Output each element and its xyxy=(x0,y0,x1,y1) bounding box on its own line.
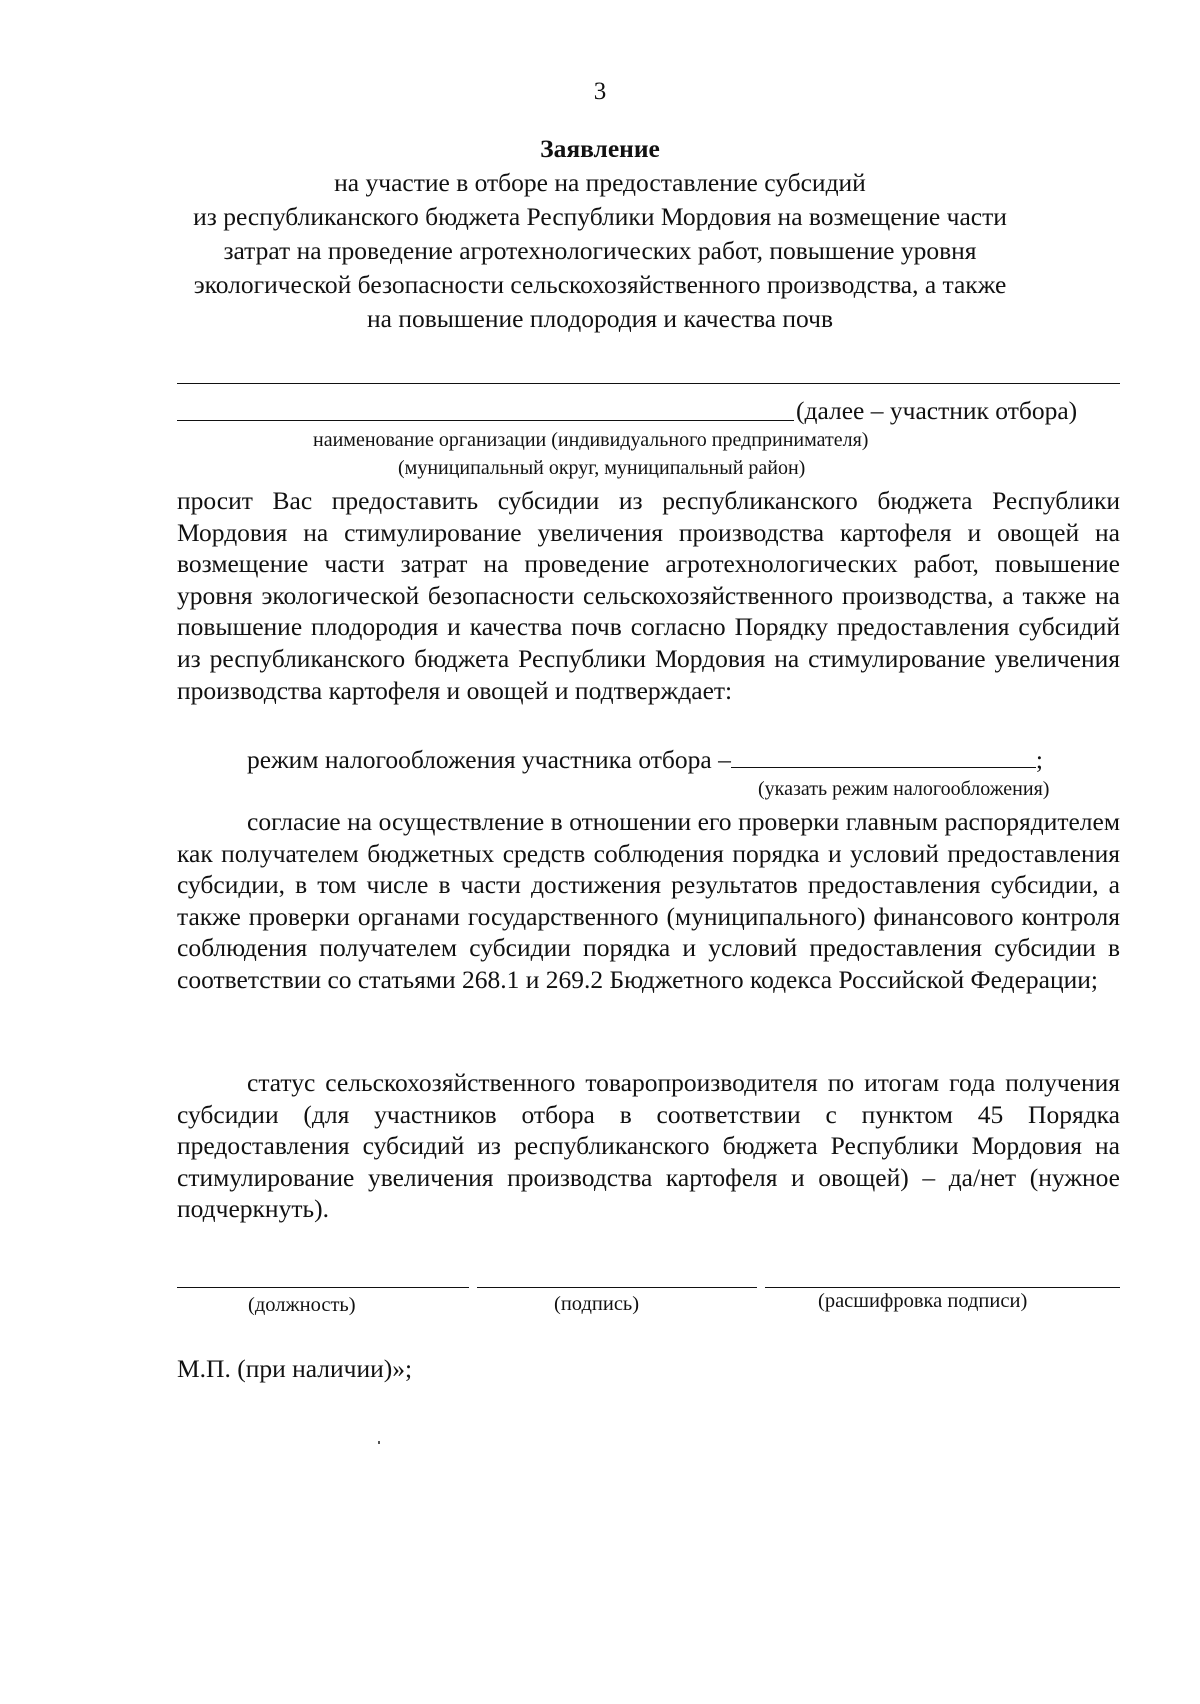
tax-regime-blank xyxy=(731,745,1036,768)
stamp-note: М.П. (при наличии)»; xyxy=(177,1354,413,1383)
signature-line xyxy=(477,1287,757,1288)
subtitle-line: на участие в отборе на предоставление субсидий xyxy=(334,168,866,197)
title-block xyxy=(150,132,1050,336)
tax-regime-hint: (указать режим налогообложения) xyxy=(758,778,1050,800)
tax-regime-line xyxy=(247,745,1043,775)
applicant-name-line-2 xyxy=(177,420,794,421)
status-paragraph: статус сельскохозяйственного товаропроизводителя по итогам года получения субсидии (для участников отбора в соответствии с пунктом 45 Порядка предоставления субсидий из республиканского бюджета Республики Мордовия на стимулирование увеличения производства картофеля и овощей) – да/нет (нужное подчеркнуть). xyxy=(177,1068,1120,1224)
signature-decoding-line xyxy=(765,1287,1120,1288)
consent-paragraph: согласие на осуществление в отношении его проверки главным распорядителем как получателем бюджетных средств соблюдения порядка и условий предоставления субсидии, в том числе в части достижения результатов предоставления субсидии, а также проверки органами государственного (муниципального) финансового контроля соблюдения получателем субсидии порядка и условий предоставления субсидии в соответствии со статьями 268.1 и 269.2 Бюджетного кодекса Российской Федерации; xyxy=(177,807,1120,994)
position-caption: (должность) xyxy=(248,1294,356,1316)
signature-caption: (подпись) xyxy=(554,1293,640,1315)
applicant-hint-2: (муниципальный округ, муниципальный район) xyxy=(398,457,806,479)
scan-speck xyxy=(378,1441,380,1444)
subtitle-line: на повышение плодородия и качества почв xyxy=(366,304,833,333)
applicant-hint-1: наименование организации (индивидуального предпринимателя) xyxy=(313,429,869,451)
consent-block xyxy=(177,806,1120,996)
subtitle-line: из республиканского бюджета Республики Мордовия на возмещение части xyxy=(193,202,1007,231)
document-title: Заявление xyxy=(540,134,660,163)
subtitle-line: экологической безопасности сельскохозяйственного производства, а также xyxy=(193,270,1007,299)
position-signature-line xyxy=(177,1287,469,1288)
signature-decoding-caption: (расшифровка подписи) xyxy=(818,1290,1028,1312)
request-text: просит Вас предоставить субсидии из республиканского бюджета Республики Мордовия на стимулирование увеличения производства картофеля и овощей на возмещение части затрат на проведение агротехнологических работ, повышение уровня экологической безопасности сельскохозяйственного производства, а также на повышение плодородия и качества почв согласно Порядку предоставления субсидий из республиканского бюджета Республики Мордовия на стимулирование увеличения производства картофеля и овощей и подтверждает: xyxy=(177,486,1120,705)
subtitle-line: затрат на проведение агротехнологических работ, повышение уровня xyxy=(223,236,977,265)
tax-regime-label: режим налогообложения участника отбора – xyxy=(247,745,731,774)
tax-regime-end: ; xyxy=(1035,745,1043,774)
request-paragraph xyxy=(177,485,1120,706)
status-block xyxy=(177,1067,1120,1225)
page-number: 3 xyxy=(593,78,607,105)
applicant-name-line-1 xyxy=(177,383,1120,384)
applicant-suffix: (далее – участник отбора) xyxy=(796,396,1078,425)
